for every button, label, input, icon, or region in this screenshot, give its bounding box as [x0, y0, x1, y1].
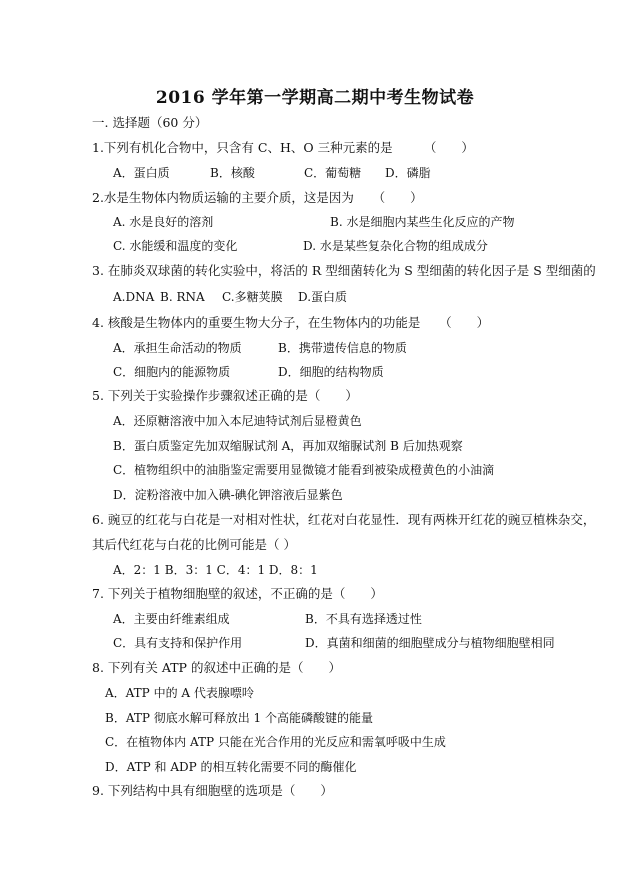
question-6-stem: 6. 豌豆的红花与白花是一对相对性状，红花对白花显性．现有两株开红花的豌豆植株杂交，	[92, 512, 596, 527]
exam-title: 2016 学年第一学期高二期中考生物试卷	[155, 88, 475, 108]
question-2-option-a: A. 水是良好的溶剂	[113, 215, 214, 229]
question-7-stem: 7. 下列关于植物细胞壁的叙述，不正确的是（ ）	[92, 586, 383, 601]
question-8-option-b: B．ATP 彻底水解可释放出 1 个高能磷酸键的能量	[105, 711, 373, 725]
question-9-stem: 9. 下列结构中具有细胞壁的选项是（ ）	[92, 783, 333, 798]
question-6-options: A．2：1 B．3：1 C．4：1 D．8：1	[113, 563, 318, 577]
question-8-option-a: A．ATP 中的 A 代表腺嘌呤	[105, 686, 254, 700]
question-1-stem: 1.下列有机化合物中，只含有 C、H、O 三种元素的是 （ ）	[92, 140, 474, 155]
question-2-option-b: B. 水是细胞内某些生化反应的产物	[330, 215, 515, 229]
question-4-stem: 4. 核酸是生物体内的重要生物大分子，在生物体内的功能是 （ ）	[92, 315, 490, 330]
question-2-option-c: C. 水能缓和温度的变化	[113, 239, 238, 253]
question-4-option-b: B．携带遗传信息的物质	[278, 341, 407, 355]
question-3-stem: 3. 在肺炎双球菌的转化实验中，将活的 R 型细菌转化为 S 型细菌的转化因子是 S 型细菌的	[92, 263, 596, 278]
question-3-option-d: D.蛋白质	[298, 290, 348, 304]
question-1-option-c: C．葡萄糖	[304, 166, 362, 180]
question-5-option-a: A．还原糖溶液中加入本尼迪特试剂后显橙黄色	[113, 414, 362, 428]
question-1-option-b: B．核酸	[210, 166, 255, 180]
question-5-option-d: D．淀粉溶液中加入碘-碘化钾溶液后显紫色	[113, 488, 343, 502]
question-2-stem: 2.水是生物体内物质运输的主要介质，这是因为 （ ）	[92, 190, 423, 205]
question-3-option-a: A.DNA	[113, 290, 155, 304]
question-8-option-d: D．ATP 和 ADP 的相互转化需要不同的酶催化	[105, 760, 357, 774]
question-7-option-b: B．不具有选择透过性	[305, 612, 422, 626]
question-7-option-c: C．具有支持和保护作用	[113, 636, 243, 650]
question-4-option-a: A．承担生命活动的物质	[113, 341, 242, 355]
section-heading: 一. 选择题（60 分）	[92, 115, 208, 130]
question-7-option-a: A．主要由纤维素组成	[113, 612, 230, 626]
question-1-option-a: A．蛋白质	[113, 166, 170, 180]
question-3-option-c: C.多糖荚膜	[222, 290, 283, 304]
question-4-option-c: C．细胞内的能源物质	[113, 365, 231, 379]
question-1-option-d: D．磷脂	[385, 166, 431, 180]
question-4-option-d: D．细胞的结构物质	[278, 365, 384, 379]
question-5-option-c: C．植物组织中的油脂鉴定需要用显微镜才能看到被染成橙黄色的小油滴	[113, 463, 495, 477]
question-5-option-b: B．蛋白质鉴定先加双缩脲试剂 A，再加双缩脲试剂 B 后加热观察	[113, 439, 463, 453]
question-7-option-d: D．真菌和细菌的细胞壁成分与植物细胞壁相同	[305, 636, 555, 650]
question-2-option-d: D. 水是某些复杂化合物的组成成分	[303, 239, 488, 253]
question-8-option-c: C．在植物体内 ATP 只能在光合作用的光反应和需氧呼吸中生成	[105, 735, 446, 749]
question-8-stem: 8. 下列有关 ATP 的叙述中正确的是（ ）	[92, 660, 341, 675]
question-3-option-b: B. RNA	[160, 290, 205, 304]
question-5-stem: 5. 下列关于实验操作步骤叙述正确的是（ ）	[92, 388, 358, 403]
question-6-stem-continued: 其后代红花与白花的比例可能是（ ）	[92, 537, 296, 552]
